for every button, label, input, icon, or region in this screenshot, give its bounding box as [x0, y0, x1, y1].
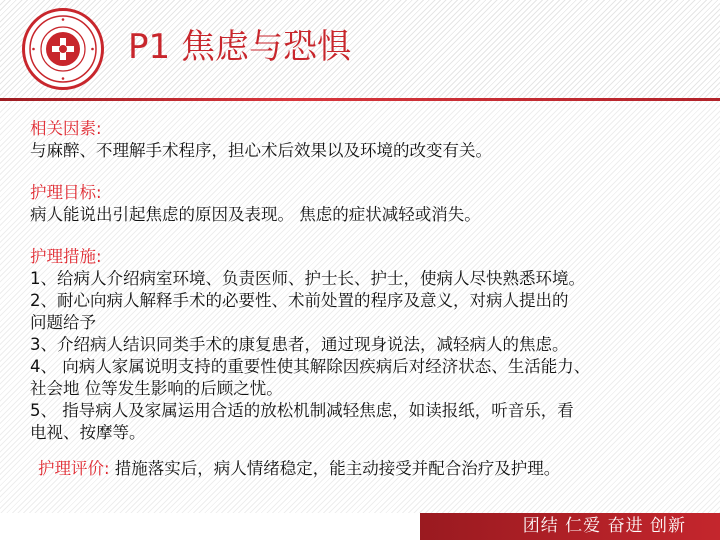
footer-slogan: 团结 仁爱 奋进 创新 [522, 516, 686, 536]
section-related-factors [30, 118, 710, 162]
hospital-seal-icon [25, 11, 101, 87]
measure-line: 电视、按摩等。 [30, 423, 146, 442]
header-band [0, 0, 720, 98]
body-line: 与麻醉、不理解手术程序，担心术后效果以及环境的改变有关。 [30, 141, 492, 160]
measure-line: 4、 向病人家属说明支持的重要性使其解除因疾病后对经济状态、生活能力、 [30, 357, 591, 376]
section-nursing-measures [30, 246, 710, 444]
section-label: 护理评价: [38, 459, 110, 478]
slide-content [30, 118, 710, 480]
section-label: 相关因素: [30, 119, 102, 138]
measure-line: 2、耐心向病人解释手术的必要性、术前处置的程序及意义，对病人提出的 [30, 291, 569, 310]
evaluation-text: 措施落实后，病人情绪稳定，能主动接受并配合治疗及护理。 [109, 459, 561, 478]
footer-slogan-bar [420, 513, 720, 540]
measure-line: 3、介绍病人结识同类手术的康复患者，通过现身说法，减轻病人的焦虑。 [30, 335, 569, 354]
header-divider [0, 98, 720, 101]
section-nursing-goals [30, 182, 710, 226]
body-line: 病人能说出引起焦虑的原因及表现。 焦虑的症状减轻或消失。 [30, 205, 481, 224]
measure-line: 问题给予 [30, 313, 96, 332]
hospital-logo [22, 8, 104, 90]
section-nursing-evaluation [30, 458, 710, 480]
section-label: 护理措施: [30, 247, 102, 266]
measure-line: 5、 指导病人及家属运用合适的放松机制减轻焦虑，如读报纸，听音乐，看 [30, 401, 574, 420]
measure-line: 1、给病人介绍病室环境、负责医师、护士长、护士，使病人尽快熟悉环境。 [30, 269, 585, 288]
measure-line: 社会地 位等发生影响的后顾之忧。 [30, 379, 283, 398]
section-label: 护理目标: [30, 183, 102, 202]
slide-title: P1 焦虑与恐惧 [128, 27, 351, 67]
